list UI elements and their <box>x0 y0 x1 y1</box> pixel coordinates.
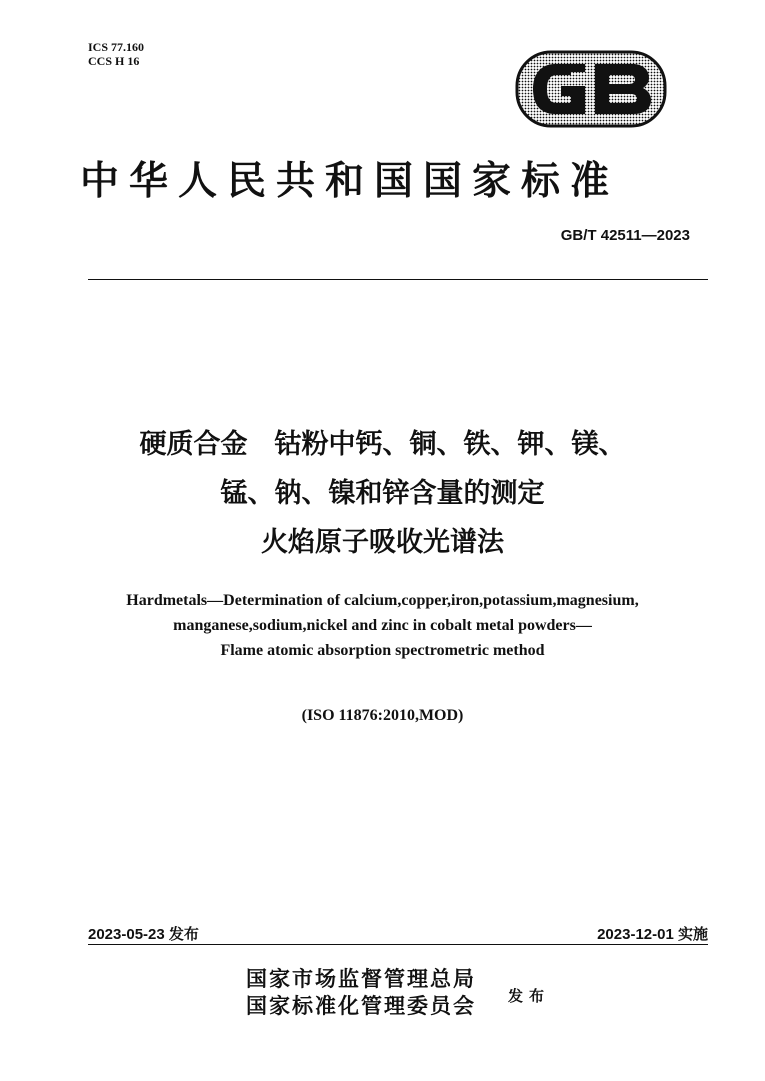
chinese-title-line-3: 火焰原子吸收光谱法 <box>261 527 504 558</box>
publish-label: 发布 <box>508 987 551 1005</box>
english-title-line-3: Flame atomic absorption spectrometric method <box>220 642 545 659</box>
gb-logo-icon <box>515 50 667 128</box>
ics-code: ICS 77.160 <box>88 40 145 54</box>
chinese-title-line-2: 锰、钠、镍和锌含量的测定 <box>220 478 545 509</box>
top-divider <box>88 279 708 280</box>
english-title <box>0 588 765 663</box>
issue-date: 2023-05-23 发布 <box>88 926 199 943</box>
adoption-reference: (ISO 11876:2010,MOD) <box>301 707 464 724</box>
english-title-line-2: manganese,sodium,nickel and zinc in cobalt metal powders— <box>173 617 592 634</box>
ccs-code: CCS H 16 <box>88 54 140 68</box>
issuer-line-1: 国家市场监督管理总局 <box>246 966 476 991</box>
issuing-authorities <box>246 965 476 1019</box>
implementation-date: 2023-12-01 实施 <box>597 926 708 943</box>
english-title-line-1: Hardmetals—Determination of calcium,copper,iron,potassium,magnesium, <box>126 592 639 609</box>
standard-category-title: 中华人民共和国国家标准 <box>80 158 620 204</box>
classification-codes <box>88 40 144 68</box>
issuer-line-2: 国家标准化管理委员会 <box>246 993 476 1018</box>
bottom-divider <box>88 944 708 945</box>
chinese-title-line-1: 硬质合金 钴粉中钙、铜、铁、钾、镁、 <box>139 429 626 460</box>
chinese-title <box>0 420 765 567</box>
standard-number: GB/T 42511—2023 <box>560 227 690 244</box>
